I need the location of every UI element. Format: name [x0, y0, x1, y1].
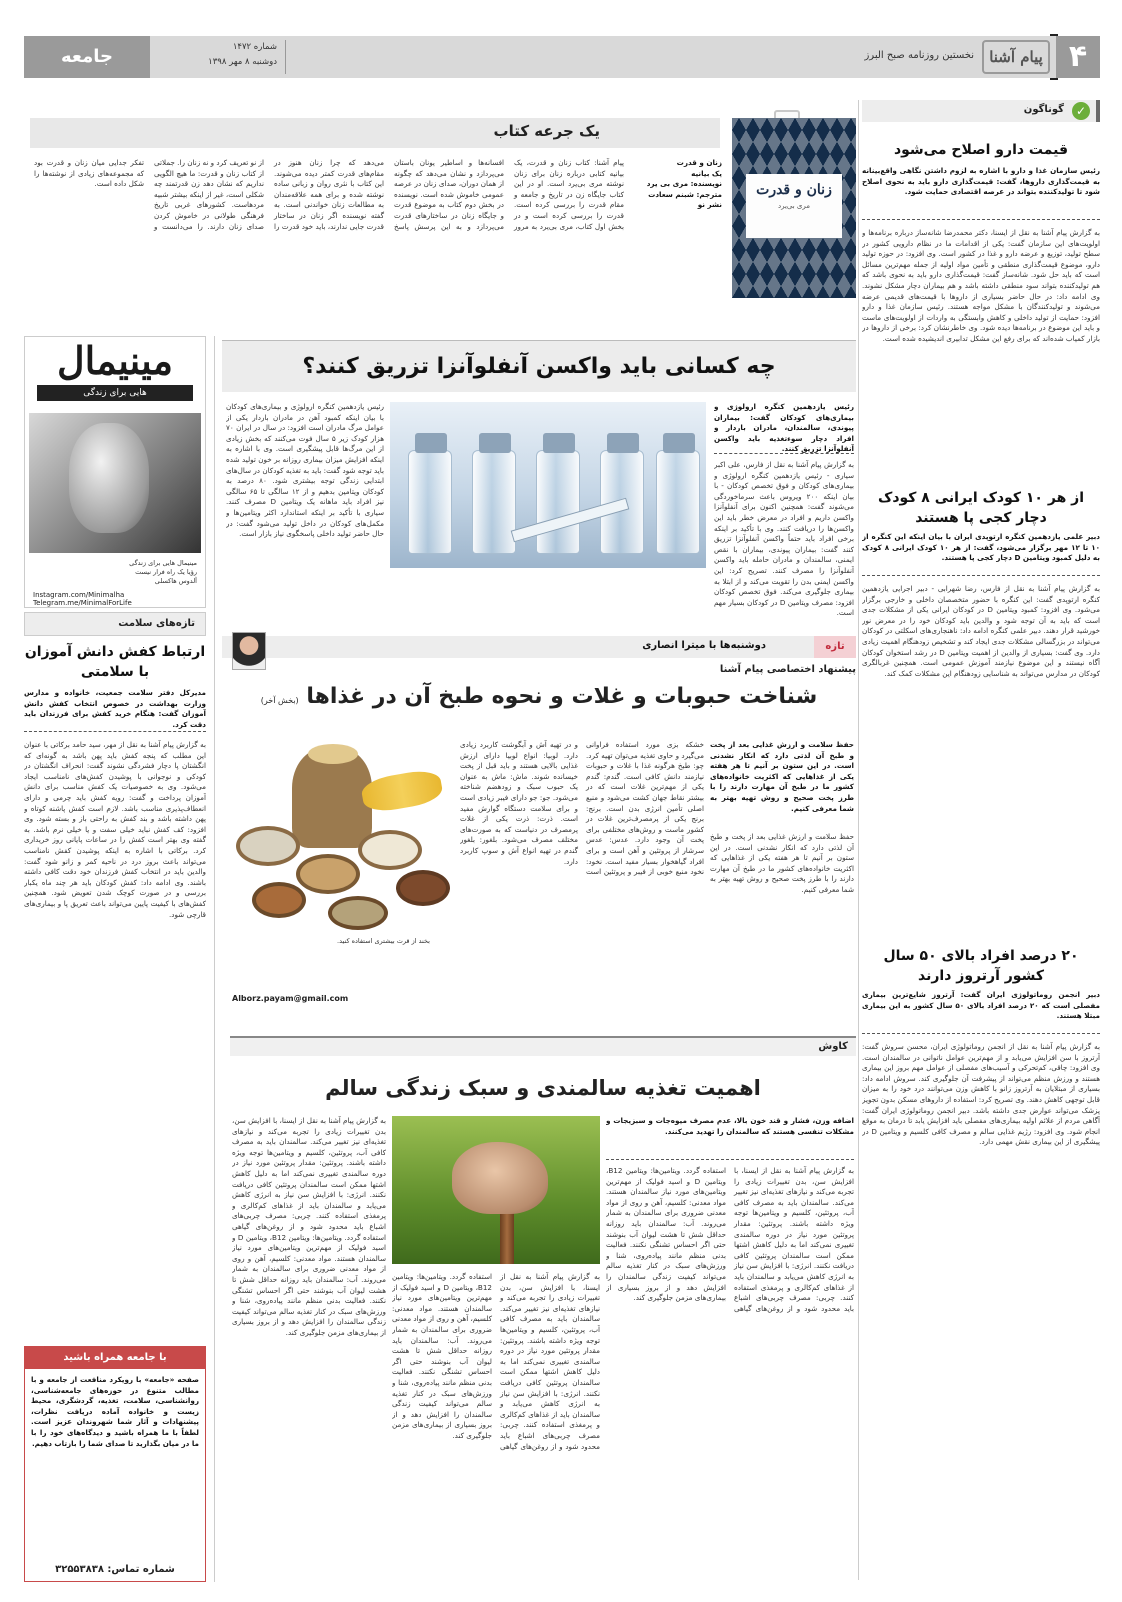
article-subtitle: پیشنهاد اختصاصی پیام آشنا — [719, 664, 856, 675]
book-cover — [732, 118, 856, 298]
book-cover-author: مری بی‌یرد — [777, 202, 811, 210]
byline-bar — [222, 636, 856, 658]
grains-photo — [232, 734, 452, 934]
article-lead: اضافه وزن، فشار و قند خون بالا، عدم مصرف میوه‌جات و سبزیجات و مشکلات تنفسی هستند که سالمندان را تهدید می‌کنند. — [606, 1116, 854, 1160]
issue-info — [156, 40, 286, 74]
column-divider — [858, 100, 859, 1580]
photo-credit: بخند از قرت بیشتری استفاده کنید. — [337, 937, 430, 945]
health-news-tag — [24, 612, 206, 636]
kicker-label: کاوش — [818, 1041, 848, 1052]
article-body: به گزارش پیام آشنا به نقل از مهر، سید حامد برکاتی با عنوان این مطلب که پنجه کفش باید پهن باشد به گونه‌ای که انگشتان پا دچار فشردگی نشوند گفت: انحراف انگشتان در کودکی و نوجوانی با پوشیدن کفش‌های نامناسب ایجاد می‌شود. وی به خصوصیات یک کفش مناسب برای دانش آموزان پرداخت و گفت: رویه کفش باید چرمی و دارای انعطاف‌پذیری مناسب باشد. لازم است کفش پاشنه کوتاه و پهن داشته باشد و بند کفش به راحتی باز و بسته شود. وی افزود: کف کفش نباید خیلی سفت و یا خیلی نرم باشد. به گفته وی بهتر است کفش را در ساعات پایانی روز خریداری کرد. برکاتی با اشاره به اینکه پوشیدن کفش نامناسب می‌تواند باعث بروز درد در ناحیه کمر و زانو شود گفت: والدین باید در انتخاب کفش فرزندان خود دقت کافی داشته باشند. وی ادامه داد: کفش کودکان باید هر چند ماه یکبار بررسی و در صورت کوچک شدن تعویض شود. همچنین کفش‌های با کیفیت پایین می‌تواند باعث تعریق پا و بیماری‌های قارچی شود. — [24, 740, 206, 919]
article-title: چه کسانی باید واکسن آنفلوآنزا تزریق کنند؟ — [302, 354, 776, 379]
article-title: ارتباط کفش دانش آموزان با سلامتی — [24, 644, 206, 680]
contact-phone: شماره تماس: ۳۲۵۵۳۸۳۸ — [55, 1564, 175, 1575]
article-body: به گزارش پیام آشنا به نقل از فارس، علی اکبر سیاری - رئیس یازدهمین کنگره ارولوژی و بیماری‌های کودکان و فوق تخصص کودکان - با بیان اینکه ۲۰۰ ویروس باعث سرماخوردگی می‌شوند گفت: همچنین اکنون برای آنفلوآنزا واکسن داریم و افراد در معرض خطر باید این واکسن‌ها را دریافت کنند. وی با تأکید بر اینکه برخی افراد باید حتماً واکسن آنفلوآنزا تزریق کنند گفت: بیماران پیوندی، بیماران با نقص ایمنی، سالمندان و مادران حامله باید واکسن آنفلوآنزا را مصرف کنند. تصریح کرد: این واکسن ایمنی بدن را تقویت می‌کند و از ابتلا به بیماری جلوگیری می‌کند. فوق تخصص کودکان افزود: مصرف ویتامین D در کودکان بسیار مهم است. — [714, 460, 854, 618]
tagline: نخستین روزنامه صبح البرز — [864, 50, 974, 61]
author-avatar — [232, 632, 266, 670]
article-title: اهمیت تغذیه سالمندی و سبک زندگی سالم — [325, 1076, 761, 1100]
article-lead: دبیر انجمن روماتولوژی ایران گفت: آرتروز شایع‌ترین بیماری مفصلی است که ۲۰ درصد افراد بالای ۵۰ سال کشور به این بیماری مبتلا هستند. — [862, 990, 1100, 1034]
byline: دوشنبه‌ها با میترا انصاری — [642, 640, 766, 651]
category-tag — [862, 100, 1100, 122]
book-banner-title: یک جرعه کتاب — [493, 122, 600, 140]
telegram-link[interactable]: Telegram.me/MinimalForLife — [33, 599, 132, 607]
article-lead: مدیرکل دفتر سلامت جمعیت، خانواده و مدارس وزارت بهداشت در خصوص انتخاب کفش دانش آموزان گفت: هنگام خرید کفش برای فرزندان باید دقت کرد. — [24, 688, 206, 732]
health-news-label: تازه‌های سلامت — [118, 618, 195, 629]
article-title — [222, 680, 856, 718]
article-title-text: شناخت حبوبات و غلات و نحوه طبخ آن در غذاها — [306, 684, 818, 709]
article-lead: رئیس یازدهمین کنگره ارولوژی و بیماری‌های کودکان گفت: بیماران پیوندی، سالمندان، مادران باردار و افراد دچار سوءتغذیه باید واکسن آنفلوآنزا تزریق کنند. — [714, 402, 854, 454]
vaccine-title-bar — [222, 340, 856, 392]
article-title-note: (بخش آخر) — [260, 696, 299, 705]
article-body-cont2: به گزارش پیام آشنا به نقل از ایسنا، با افزایش سن، بدن تغییرات زیادی را تجربه می‌کند و نیازهای تغذیه‌ای نیز تغییر می‌کند. سالمندان باید به مصرف کافی آب، پروتئین، کلسیم و ویتامین‌ها توجه ویژه داشته باشند. پروتئین: مقدار پروتئین مورد نیاز در دوره سالمندی تغییری نمی‌کند اما به دلیل کاهش اشتها ممکن است سالمندان پروتئین کافی دریافت نکنند. انرژی: با افزایش سن نیاز به انرژی کاهش می‌یابد و سالمندان باید از غذاهای کم‌کالری و پرمغذی استفاده کنند. چربی: مصرف چربی‌های اشباع باید محدود شود و از روغن‌های گیاهی استفاده گردد. ویتامین‌ها: ویتامین B12، ویتامین D و اسید فولیک از مهم‌ترین ویتامین‌های مورد نیاز سالمندان هستند. مواد معدنی: کلسیم، آهن و روی از مواد معدنی ضروری برای سالمندان به شمار می‌روند. آب: سالمندان باید روزانه حداقل شش تا هشت لیوان آب بنوشند حتی اگر احساس تشنگی نکنند. فعالیت بدنی منظم مانند پیاده‌روی، شنا و ورزش‌های سبک در کنار تغذیه سالم می‌تواند کیفیت زندگی سالمندان را افزایش دهد و از بروز بسیاری از بیماری‌های مزمن جلوگیری کند. — [392, 1272, 600, 1451]
issue-number: شماره ۱۴۷۲ — [232, 42, 277, 52]
article-title: ۲۰ درصد افراد بالای ۵۰ سال کشور آرتروز دارند — [883, 948, 1079, 984]
elderly-hand-photo — [392, 1116, 600, 1264]
issue-date: دوشنبه ۸ مهر ۱۳۹۸ — [208, 57, 277, 67]
category-label: گوناگون — [1023, 104, 1064, 115]
article-body: به گزارش پیام آشنا به نقل از ایسنا، دکتر محمدرضا شانه‌ساز درباره برنامه‌ها و اولویت‌های این سازمان گفت: یکی از اقدامات ما در نظام دارویی کشور در سطح تولید، توزیع و عرضه دارو و غذا در کشور است. وی افزود: در حوزه تولید دارو، موضوع قیمت‌گذاری منطقی و تأمین مواد اولیه از جمله مهم‌ترین مسائل است که باید حل شود. شانه‌ساز گفت: قیمت‌گذاری دارو باید به نحوی باشد که هم تولیدکننده بتواند سود منطقی داشته باشد و هم بیماران دچار مشکل نشوند. وی ادامه داد: در حال حاضر بسیاری از داروها با قیمت‌های قدیمی عرضه می‌شوند و تولیدکنندگان با مشکل مواجه هستند. رئیس سازمان غذا و دارو افزود: حمایت از تولید داخلی و کاهش وابستگی به واردات از اولویت‌های ماست و باید این موضوع در برنامه‌ها دیده شود. وی خاطرنشان کرد: برخی از داروها در بازار کمیاب شده‌اند که برای رفع این مشکل تدابیری اندیشیده شده است. — [862, 228, 1100, 343]
grains-tag: تازه — [814, 636, 856, 658]
article-body: به گزارش پیام آشنا به نقل از فارس، رضا شهرابی - دبیر اجرایی یازدهمین کنگره ارتوپدی گفت: این کنگره با حضور متخصصان داخلی و خارجی برگزار می‌شود. وی افزود: کمبود ویتامین D در کودکان ایرانی یکی از مشکلات جدی است که باید به آن توجه شود و والدین باید کودکان خود را در معرض نور خورشید قرار دهند. دبیر علمی کنگره ادامه داد: ناهنجاری‌های اسکلتی در کودکان می‌تواند در بزرگسالی مشکلات جدی ایجاد کند و تشخیص زودهنگام اهمیت زیادی دارد. وی گفت: بسیاری از والدین از اهمیت ویتامین D در رشد استخوان کودکان آگاه نیستند و این موضوع نیازمند آموزش عمومی است. همچنین غربالگری کودکان در مدارس می‌تواند به شناسایی زودهنگام این مشکلات کمک کند. — [862, 584, 1100, 678]
instagram-link[interactable]: Instagram.com/Minimalha — [33, 591, 125, 599]
article-body: خشکه بزی مورد استفاده فراوانی می‌گیرد و حاوی تغذیه می‌توان تهیه کرد. چو: طبخ هرگونه غذا با غلات و حبوبات نیازمند دانش کافی است. گندم: گندم یکی از مهم‌ترین غلات است که در بیشتر نقاط جهان کشت می‌شود و منبع اصلی تأمین انرژی بدن است. برنج: برنج یکی از پرمصرف‌ترین غلات در کشور ماست و روش‌های مختلفی برای پخت آن وجود دارد. عدس: عدس سرشار از پروتئین و آهن است و برای افراد گیاهخوار بسیار مفید است. نخود: نخود منبع خوبی از فیبر و پروتئین است و در تهیه آش و آبگوشت کاربرد زیادی دارد. لوبیا: انواع لوبیا دارای ارزش غذایی بالایی هستند و باید قبل از پخت خیسانده شوند. ماش: ماش به عنوان یک حبوب سبک و زودهضم شناخته می‌شود. جو: جو دارای فیبر زیادی است و برای سلامت دستگاه گوارش مفید است. ذرت: ذرت یکی از غلات پرمصرف در دنیاست که به صورت‌های مختلف مصرف می‌شود. بلغور: بلغور گندم در تهیه انواع آش و سوپ کاربرد دارد. — [460, 740, 704, 877]
article-body-cont: حفظ سلامت و ارزش غذایی بعد از پخت و طبخ آن لذتی دارد که انکار نشدنی است. در این ستون بر آنیم تا هر هفته یکی از غذاهایی که اکثریت خانواده‌های کشور ما در طبخ آن مهارت دارند را با طرز پخت صحیح و روش تهیه بهتر به شما معرفی کنیم. — [710, 832, 854, 894]
check-icon: ✓ — [1072, 102, 1090, 120]
join-us-box — [24, 1346, 206, 1582]
join-us-body: صفحه «جامعه» با رویکرد منافعت از جامعه و با مطالب متنوع در حوزه‌های جامعه‌شناسی، روانشناسی، سلامت، تغذیه، گردشگری، محیط زیست و خانواده آماده دریافت نظرات، پیشنهادات و آثار شما شهروندان عزیز است. لطفاً با ما همراه باشید و دیدگاه‌های خود را با ما در میان بگذارید تا صدای شما را بازتاب دهیم. — [31, 1375, 199, 1448]
book-meta: زنان و قدرت یک بیانیه نویسنده: مری بی یرد مترجم: شبنم سعادت نشر نو — [646, 158, 722, 210]
book-banner — [30, 118, 720, 148]
book-section — [30, 112, 856, 330]
minimal-logo — [25, 337, 205, 407]
right-column — [862, 100, 1100, 1580]
minimal-caption: مینیمال هایی برای زندگی رؤیا یک راه فرار نیست آلدوس هاکسلی — [129, 559, 197, 585]
article-lead: دبیر علمی یازدهمین کنگره ارتوپدی ایران با بیان اینکه این کنگره از ۱۰ تا ۱۲ مهر برگزار می‌شود، گفت: از هر ۱۰ کودک ایرانی ۸ کودک به دلیل کمبود ویتامین D دچار کجی پا هستند. — [862, 532, 1100, 576]
minimal-logo-text: مینیمال — [57, 338, 173, 383]
page-number: ۴ — [1056, 36, 1100, 78]
article-body: به گزارش پیام آشنا به نقل از انجمن روماتولوژی ایران، محسن سروش گفت: آرتروز با سن افزایش می‌یابد و از مهم‌ترین عوامل ناتوانی در سالمندان است. وی افزود: چاقی، کم‌تحرکی و آسیب‌های مفصلی از عوامل مهم بروز این بیماری هستند و ورزش منظم می‌تواند از پیشرفت آن جلوگیری کند. سروش ادامه داد: بسیاری از مبتلایان به آرتروز زانو با کاهش وزن می‌توانند درد خود را به میزان قابل توجهی کاهش دهند. وی تصریح کرد: استفاده از داروهای مسکن بدون تجویز پزشک می‌تواند عوارض جدی داشته باشد. دبیر انجمن روماتولوژی ایران گفت: آگاهی مردم از علائم اولیه بیماری‌های مفصلی باید افزایش یابد تا درمان به موقع انجام شود. وی افزود: رژیم غذایی سالم و مصرف کافی کلسیم و ویتامین D در پیشگیری از این بیماری نقش مهمی دارد. — [862, 1042, 1100, 1147]
book-cover-title: زنان و قدرت — [756, 182, 832, 198]
newspaper-logo: پیام آشنا — [982, 40, 1050, 74]
article-body-cont: به گزارش پیام آشنا به نقل از ایسنا، با افزایش سن، بدن تغییرات زیادی را تجربه می‌کند و نیازهای تغذیه‌ای نیز تغییر می‌کند. سالمندان باید به مصرف کافی آب، پروتئین، کلسیم و ویتامین‌ها توجه ویژه داشته باشند. پروتئین: مقدار پروتئین مورد نیاز در دوره سالمندی تغییری نمی‌کند اما به دلیل کاهش اشتها ممکن است سالمندان پروتئین کافی دریافت نکنند. انرژی: با افزایش سن نیاز به انرژی کاهش می‌یابد و سالمندان باید از غذاهای کم‌کالری و پرمغذی استفاده کنند. چربی: مصرف چربی‌های اشباع باید محدود شود و از روغن‌های گیاهی استفاده گردد. ویتامین‌ها: ویتامین B12، ویتامین D و اسید فولیک از مهم‌ترین ویتامین‌های مورد نیاز سالمندان هستند. مواد معدنی: کلسیم، آهن و روی از مواد معدنی ضروری برای سالمندان به شمار می‌روند. آب: سالمندان باید روزانه حداقل شش تا هشت لیوان آب بنوشند حتی اگر احساس تشنگی نکنند. فعالیت بدنی منظم مانند پیاده‌روی، شنا و ورزش‌های سبک در کنار تغذیه سالم می‌تواند کیفیت زندگی سالمندان را افزایش دهد و از بروز بسیاری از بیماری‌های مزمن جلوگیری کند. — [232, 1116, 386, 1337]
kicker-bar — [230, 1036, 856, 1056]
article-body: رئیس یازدهمین کنگره ارولوژی و بیماری‌های کودکان با بیان اینکه کمبود آهن در مادران باردار یکی از عوامل مرگ مادران است افزود: در سال در ایران ۷۰ هزار کودک زیر ۵ سال فوت می‌کنند که بخش زیادی از این مرگ‌ها قابل پیشگیری است. وی با اشاره به اینکه افزایش میزان بیماری روزانه بر خون تولید شده باید توجه شود گفت: باید به تغذیه کودکان در سال‌های ابتدایی زندگی توجه بیشتری شود. ۸۰ درصد به کودکان ویتامین بدهیم و از ۱۲ سالگی تا ۶۵ سالگی نیز افراد باید ماهانه یک ویتامین D مصرف کنند. سیاری با تأکید بر اینکه استاندارد اکثر ویتامین‌ها و مکمل‌های کودکان در داخل تولید می‌شود گفت: در حال حاضر تولید داخلی پاسخگوی نیاز بازار است. — [226, 402, 384, 539]
minimal-logo-sub: هایی برای زندگی — [37, 385, 193, 401]
article-lead: رئیس سازمان غذا و دارو با اشاره به لزوم داشتن نگاهی واقع‌بینانه به قیمت‌گذاری داروها، گفت: قیمت‌گذاری دارو باید به نحوی اصلاح شود تا تولیدکننده بتواند در عرصه اقتصادی حمایت شود. — [862, 166, 1100, 220]
portrait-photo — [29, 413, 201, 553]
article-lead: حفظ سلامت و ارزش غذایی بعد از پخت و طبخ آن لذتی دارد که انکار نشدنی است. در این ستون بر آنیم تا هر هفته یکی از غذاهایی که اکثریت خانواده‌های کشور ما در طبخ آن مهارت دارند را با طرز پخت صحیح و روش تهیه بهتر به شما معرفی کنیم. — [710, 740, 854, 813]
section-name: جامعه — [24, 36, 150, 78]
article-title: قیمت دارو اصلاح می‌شود — [893, 142, 1069, 158]
minimal-box — [24, 336, 206, 608]
author-email[interactable]: Alborz.payam@gmail.com — [232, 994, 349, 1003]
book-body: پیام آشنا: کتاب زنان و قدرت، یک بیانیه کتابی درباره زنان برای زنان نوشته مری بی‌یرد است. او در این کتاب جایگاه زن در تاریخ و جامعه و مقام قدرت را بررسی کرده است. قدرت را بررسی کرده است و در بخش اول کتاب، مری بی‌یرد به مرور افسانه‌ها و اساطیر یونان باستان می‌پردازد و نشان می‌دهد که چگونه از همان دوران، صدای زنان در عرصه عمومی خاموش شده است. نویسنده در بخش دوم کتاب به موضوع قدرت و جایگاه زنان در ساختارهای قدرت می‌پردازد و به این پرسش پاسخ می‌دهد که چرا زنان هنوز در مقام‌های قدرت کمتر دیده می‌شوند. این کتاب با نثری روان و زبانی ساده نوشته شده و برای همه علاقه‌مندان به مطالعات زنان خواندنی است. به گفته نویسنده اگر زنان در ساختار قدرت جایی ندارند، باید خود قدرت را از نو تعریف کرد و نه زنان را. جملاتی از کتاب زنان و قدرت: ما هیچ الگویی نداریم که نشان دهد زن قدرتمند چه شکلی است، غیر از اینکه بیشتر شبیه مردهاست. کشورهای غربی تاریخ فرهنگی طولانی در خاموش کردن صدای زنان دارند. را می‌دانست و تفکر جدایی میان زنان و قدرت بود که مجموعه‌های زیادی از نوشته‌ها را شکل داده است. — [34, 158, 624, 231]
join-us-header: با جامعه همراه باشید — [25, 1347, 205, 1369]
column-divider — [214, 336, 215, 1582]
masthead — [24, 36, 1100, 78]
article-title: از هر ۱۰ کودک ایرانی ۸ کودک دچار کجی پا هستند — [877, 490, 1085, 526]
vaccine-photo — [390, 402, 706, 568]
article-body: به گزارش پیام آشنا به نقل از ایسنا، با افزایش سن، بدن تغییرات زیادی را تجربه می‌کند و نیازهای تغذیه‌ای نیز تغییر می‌کند. سالمندان باید به مصرف کافی آب، پروتئین، کلسیم و ویتامین‌ها توجه ویژه داشته باشند. پروتئین: مقدار پروتئین مورد نیاز در دوره سالمندی تغییری نمی‌کند اما به دلیل کاهش اشتها ممکن است سالمندان پروتئین کافی دریافت نکنند. انرژی: با افزایش سن نیاز به انرژی کاهش می‌یابد و سالمندان باید از غذاهای کم‌کالری و پرمغذی استفاده کنند. چربی: مصرف چربی‌های اشباع باید محدود شود و از روغن‌های گیاهی استفاده گردد. ویتامین‌ها: ویتامین B12، ویتامین D و اسید فولیک از مهم‌ترین ویتامین‌های مورد نیاز سالمندان هستند. مواد معدنی: کلسیم، آهن و روی از مواد معدنی ضروری برای سالمندان به شمار می‌روند. آب: سالمندان باید روزانه حداقل شش تا هشت لیوان آب بنوشند حتی اگر احساس تشنگی نکنند. فعالیت بدنی منظم مانند پیاده‌روی، شنا و ورزش‌های سبک در کنار تغذیه سالم می‌تواند کیفیت زندگی سالمندان را افزایش دهد و از بروز بسیاری از بیماری‌های مزمن جلوگیری کند. — [606, 1166, 854, 1313]
